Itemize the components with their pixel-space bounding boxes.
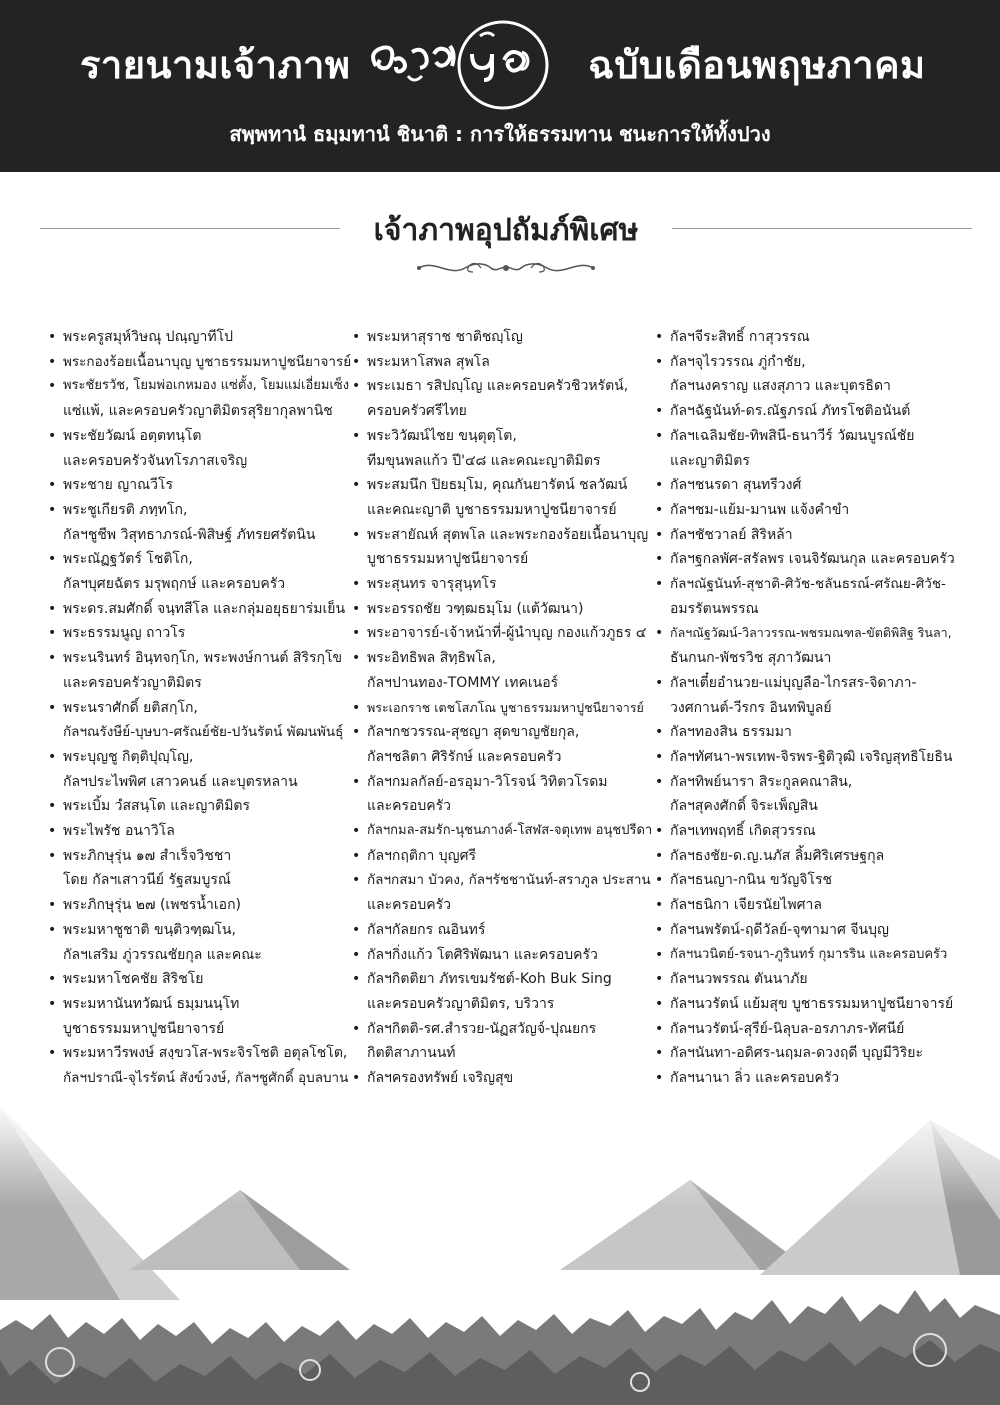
donor-entry-line: กัลฯเสริม ภู่วรรณชัยกุล และคณะ	[63, 946, 262, 963]
donor-entry-line: พระชาย ญาณวีโร	[63, 477, 173, 494]
donor-entry-line: พระนราศักดิ์ ยติสกฺโก,	[63, 699, 198, 716]
donor-entry-line: พระอรรถชัย วฑฺฒธมฺโม (แต้วัฒนา)	[367, 600, 584, 617]
donor-entry-line: กัลฯธงชัย-ด.ญ.นภัส ลิ้มศิริเศรษฐกุล	[670, 847, 885, 864]
donor-entry-line: ครอบครัวศรีไทย	[367, 403, 467, 420]
donor-entry	[352, 868, 652, 917]
bullet-icon: •	[352, 477, 361, 494]
bullet-icon: •	[48, 921, 57, 938]
bullet-icon: •	[655, 897, 664, 914]
donor-entry	[48, 374, 353, 423]
bullet-icon: •	[352, 823, 361, 840]
donor-entry-line: พระณัฏฐวัตร์ โชติโก,	[63, 551, 193, 568]
donor-entry	[48, 621, 353, 646]
donor-entry	[352, 844, 652, 869]
donor-entry-line: กัลฯทองสิน ธรรมมา	[670, 724, 792, 741]
donor-entry	[655, 399, 955, 424]
donor-entry	[655, 720, 955, 745]
donor-entry-line: อมรรัตนพรรณ	[670, 600, 759, 617]
donor-entry	[48, 547, 353, 596]
donor-entry	[352, 1017, 652, 1066]
divider-left	[40, 228, 340, 229]
donor-entry	[655, 844, 955, 869]
donor-entry	[48, 992, 353, 1041]
donor-entry	[352, 621, 652, 646]
header-title-left: รายนามเจ้าภาพ	[80, 43, 351, 87]
donor-entry-line: พระเมธา รสิปญฺโญ และครอบครัวชิวหรัตน์,	[367, 378, 629, 395]
bullet-icon: •	[655, 403, 664, 420]
bullet-icon: •	[655, 501, 664, 518]
donor-entry	[655, 1066, 955, 1091]
donor-entry-line: พระชัยรวัช, โยมพ่อเกหมอง แซ่ตั้ง, โยมแม่เอี่ยมเซ็ง	[63, 378, 350, 394]
donor-entry-line: กัลฯชลิตา ศิริรักษ์ และครอบครัว	[367, 748, 562, 765]
donor-entry-line: และคณะญาติ บูชาธรรมมหาปูชนียาจารย์	[367, 501, 617, 518]
donor-entry-line: พระเอกราช เตชโสภโณ บูชาธรรมมหาปูชนียาจารย์	[367, 699, 644, 715]
bullet-icon: •	[655, 971, 664, 988]
donor-entry-line: แซ่แพ้, และครอบครัวญาติมิตรสุริยากุลพานิช	[63, 403, 333, 420]
donor-entry-line: กัลฯณัฐวัฒน์-วิลาวรรณ-พชรมณฑล-ขัตติพิสิฐ รินลา,	[670, 625, 952, 641]
donor-entry-line: พระชูเกียรติ ภทฺทโก,	[63, 501, 188, 518]
bullet-icon: •	[655, 551, 664, 568]
donor-entry	[48, 424, 353, 473]
donor-entry-line: กัลฯกมลกัลย์-อรอุมา-วิโรจน์ วิทิตวโรดม	[367, 773, 608, 790]
bullet-icon: •	[352, 921, 361, 938]
donor-entry-line: กัลฯนวรัตน์ แย้มสุข บูชาธรรมมหาปูชนียาจารย์	[670, 995, 954, 1012]
bullet-icon: •	[48, 650, 57, 667]
flourish-ornament-icon	[415, 257, 597, 279]
bullet-icon: •	[655, 748, 664, 765]
donor-entry-line: กิตติสาภานนท์	[367, 1045, 456, 1062]
donor-entry-line: กัลฯกสมา บัวคง, กัลฯรัชชานันท์-สราภูล ประสาน	[367, 872, 651, 889]
donor-entry-line: กัลฯบุศยฉัตร มรุพฤกษ์ และครอบครัว	[63, 576, 286, 593]
bullet-icon: •	[352, 427, 361, 444]
bullet-icon: •	[352, 872, 361, 889]
donor-entry-line: พระมหาสุราช ชาติชญฺโญ	[367, 329, 523, 345]
magazine-logo	[350, 20, 582, 110]
donor-entry-line: กัลฯกชวรรณ-สุชญา สุดขาญชัยกุล,	[367, 724, 580, 741]
donor-entry	[48, 597, 353, 622]
donor-entry-line: พระมหาโชคชัย สิริชโย	[63, 971, 204, 988]
header-banner	[0, 0, 1000, 172]
donor-entry-line: พระภิกษุรุ่น ๑๗ สำเร็จวิชชา	[63, 847, 232, 864]
donor-entry	[352, 325, 652, 350]
bullet-icon: •	[655, 872, 664, 889]
donor-entry	[48, 794, 353, 819]
donor-entry-line: กัลฯจีระสิทธิ์ กาสุวรรณ	[670, 329, 810, 345]
donor-entry	[352, 374, 652, 423]
donor-entry	[48, 893, 353, 918]
bullet-icon: •	[655, 823, 664, 840]
bullet-icon: •	[48, 798, 57, 815]
bullet-icon: •	[352, 526, 361, 543]
donor-entry-line: พระสายัณห์ สุตพโล และพระกองร้อยเนื้อนาบุญ	[367, 526, 649, 543]
bullet-icon: •	[48, 600, 57, 617]
bullet-icon: •	[48, 501, 57, 518]
donor-entry	[352, 1066, 652, 1091]
donor-entry-line: กัลฯประไพพิศ เสาวคนธ์ และบุตรหลาน	[63, 773, 298, 790]
donor-entry-line: พระธรรมนูญ ถาวโร	[63, 625, 186, 642]
donor-entry-line: วงศกานต์-วีรกร อินทพิบูลย์	[670, 699, 832, 716]
donor-entry-line: กัลฯธนญา-กนิน ขวัญจิโรช	[670, 872, 833, 889]
donor-entry-line: พระมหาวีรพงษ์ สงฺขวโส-พระจิรโชติ อตุลโชโต,	[63, 1045, 348, 1062]
section-title: เจ้าภาพอุปถัมภ์พิเศษ	[373, 213, 639, 248]
donor-entry-line: กัลฯนานา ลิ่ว และครอบครัว	[670, 1070, 840, 1087]
donor-entry	[655, 350, 955, 399]
bullet-icon: •	[655, 674, 664, 691]
donor-entry-line: โดย กัลฯเสาวนีย์ รัฐสมบูรณ์	[63, 872, 231, 889]
bullet-icon: •	[655, 724, 664, 741]
donor-entry-line: กัลฯกิตติ-รศ.สำรวย-นัฏสวัญจ์-ปุณยกร	[367, 1020, 597, 1037]
bullet-icon: •	[352, 773, 361, 790]
donor-entry	[48, 967, 353, 992]
donor-entry	[655, 325, 955, 350]
donor-entry-line: และครอบครัว	[367, 798, 452, 815]
bullet-icon: •	[352, 378, 361, 395]
section-heading	[40, 205, 972, 275]
bullet-icon: •	[48, 748, 57, 765]
donor-entry-line: พระเบิ้ม วํสสนฺโต และญาติมิตร	[63, 798, 251, 815]
donor-entry-line: กัลฯครองทรัพย์ เจริญสุข	[367, 1070, 514, 1087]
bullet-icon: •	[655, 1020, 664, 1037]
donor-entry-line: กัลฯฐกลพัศ-สรัลพร เจนจิรัฒนกุล และครอบครัว	[670, 551, 955, 568]
donor-entry-line: กัลฯนวรัตน์-สุรีย์-นิลุบล-อรภาภร-ทัศนีย์	[670, 1020, 905, 1037]
bullet-icon: •	[352, 847, 361, 864]
donor-entry	[655, 473, 955, 498]
bullet-icon: •	[655, 946, 664, 963]
bullet-icon: •	[352, 576, 361, 593]
donor-entry-line: และญาติมิตร	[670, 452, 750, 469]
donor-entry-line: กัลฯกิตติยา ภัทรเขมรัชต์-Koh Buk Sing	[367, 971, 612, 988]
donor-entry	[655, 868, 955, 893]
donor-entry-line: กัลฯปานทอง-TOMMY เทคเนอร์	[367, 674, 559, 691]
donor-entry-line: พระภิกษุรุ่น ๒๗ (เพชรน้ำเอก)	[63, 897, 242, 914]
bullet-icon: •	[48, 897, 57, 914]
donor-entry	[352, 819, 652, 844]
bullet-icon: •	[48, 847, 57, 864]
donor-entry-line: กัลฯกฤติกา บุญศรี	[367, 847, 476, 864]
donor-entry-line: พระอิทธิพล สิทฺธิพโล,	[367, 650, 496, 667]
donor-entry-line: พระบุญชู กิตฺติปุญฺโญ,	[63, 748, 194, 765]
donor-entry	[48, 918, 353, 967]
donor-entry	[655, 770, 955, 819]
donor-entry-line: พระสุนทร จารุสุนฺทโร	[367, 576, 497, 593]
donor-entry-line: ธันกนก-พัชรวิช สุภาวัฒนา	[670, 650, 832, 667]
bullet-icon: •	[655, 353, 664, 370]
bullet-icon: •	[352, 353, 361, 370]
bullet-icon: •	[655, 329, 664, 345]
donor-entry-line: กัลฯนวพรรณ ตันนาภัย	[670, 971, 808, 988]
donor-entry	[655, 572, 955, 621]
donor-entry-line: กัลฯชม-แย้ม-มานพ แจ้งคำขำ	[670, 501, 850, 518]
bullet-icon: •	[655, 477, 664, 494]
donor-entry-line: พระมหาชูชาติ ขนฺติวฑฺฒโน,	[63, 921, 236, 938]
donor-entry	[655, 893, 955, 918]
donor-entry-line: พระไพรัช อนาวิโล	[63, 823, 175, 840]
donor-entry-line: กัลฯกัลยกร ณอินทร์	[367, 921, 486, 938]
bullet-icon: •	[655, 921, 664, 938]
bullet-icon: •	[352, 724, 361, 741]
donor-entry-line: กัลฯนงคราญ แสงสุภาว และบุตรธิดา	[670, 378, 891, 395]
donor-entry-line: พระดร.สมศักดิ์ จนฺทสีโล และกลุ่มอยุธยาร่มเย็น	[63, 600, 346, 617]
donor-entry-line: กัลฯธนิกา เจียรนัยไพศาล	[670, 897, 822, 914]
donor-entry-line: และครอบครัวจันทโรภาสเจริญ	[63, 452, 248, 469]
bullet-icon: •	[655, 1070, 664, 1087]
donor-entry-line: กัลฯฉัฐนันท์-ดร.ณัฐภรณ์ ภัทรโชติอนันต์	[670, 403, 911, 420]
bullet-icon: •	[352, 650, 361, 667]
bullet-icon: •	[655, 1045, 664, 1062]
bullet-icon: •	[352, 600, 361, 617]
bullet-icon: •	[48, 551, 57, 568]
donor-entry	[655, 992, 955, 1017]
bullet-icon: •	[655, 526, 664, 543]
bullet-icon: •	[48, 625, 57, 642]
donor-entry-line: บูชาธรรมมหาปูชนียาจารย์	[63, 1020, 225, 1037]
donor-entry	[352, 943, 652, 968]
donor-entry	[48, 696, 353, 745]
donor-entry-line: กัลฯชนรดา สุนทรีวงศ์	[670, 477, 802, 494]
donor-entry	[48, 844, 353, 893]
donor-entry	[655, 1017, 955, 1042]
donor-entry	[48, 1041, 353, 1090]
donor-entry-line: กัลฯกิ่งแก้ว โตศิริพัฒนา และครอบครัว	[367, 946, 598, 963]
donor-entry-line: กัลฯทิพย์นารา สิระกูลคณาสิน,	[670, 773, 853, 790]
decorative-pyramid-scenery	[0, 1100, 1000, 1405]
donor-entry	[352, 473, 652, 522]
donor-entry	[655, 918, 955, 943]
donor-column-1	[48, 325, 353, 1091]
donor-entry	[655, 745, 955, 770]
bullet-icon: •	[655, 773, 664, 790]
donor-entry	[655, 819, 955, 844]
donor-entry	[48, 350, 353, 375]
donor-entry-line: พระนรินทร์ อินฺทจกฺโก, พระพงษ์กานต์ สิริรกฺโข	[63, 650, 343, 667]
donor-entry	[655, 523, 955, 548]
donor-entry-line: พระมหานันทวัฒน์ ธมฺมนนฺโท	[63, 995, 240, 1012]
bullet-icon: •	[48, 477, 57, 494]
donor-entry-line: พระกองร้อยเนื้อนาบุญ บูชาธรรมมหาปูชนียาจารย์	[63, 353, 352, 370]
donor-entry-line: กัลฯนันทา-อดิศร-นฤมล-ดวงฤดี บุญมีวิริยะ	[670, 1045, 924, 1062]
bullet-icon: •	[48, 699, 57, 716]
donor-entry-line: กัลฯชูชีพ วิสุทธาภรณ์-พิสิษฐ์ ภัทรยศรัตนิน	[63, 526, 316, 543]
bullet-icon: •	[48, 971, 57, 988]
donor-entry-line: และครอบครัวญาติมิตร	[63, 674, 202, 691]
donor-entry	[352, 770, 652, 819]
donor-entry-line: กัลฯนพรัตน์-ฤดีวัลย์-จุฑามาศ จีนบุญ	[670, 921, 889, 938]
donor-entry-line: และครอบครัว	[367, 897, 452, 914]
bullet-icon: •	[48, 1045, 57, 1062]
donor-entry-line: กัลฯณรังษีย์-บุษบา-ศรัณย์ชัย-ปวันรัตน์ พัฒนพันธุ์	[63, 724, 344, 741]
donor-entry	[48, 473, 353, 498]
donor-entry	[48, 819, 353, 844]
donor-entry	[48, 646, 353, 695]
donor-entry	[352, 967, 652, 1016]
bullet-icon: •	[352, 699, 361, 716]
bullet-icon: •	[48, 427, 57, 444]
donor-entry	[352, 424, 652, 473]
bullet-icon: •	[48, 995, 57, 1012]
donor-entry-line: กัลฯเทพฤทธิ์ เกิดสุวรรณ	[670, 823, 816, 840]
donor-column-3	[655, 325, 955, 1091]
bullet-icon: •	[655, 995, 664, 1012]
donor-entry-line: กัลฯเตี๋ยอำนวย-แม่บุญลือ-ไกรสร-จิดาภา-	[670, 674, 917, 691]
donor-entry	[48, 498, 353, 547]
bullet-icon: •	[48, 823, 57, 840]
bullet-icon: •	[352, 329, 361, 345]
donor-entry	[352, 720, 652, 769]
donor-entry	[352, 523, 652, 572]
donor-entry-line: กัลฯกมล-สมรัก-นุชนภางค์-โสฬส-จตุเทพ อนุชปรีดา	[367, 823, 653, 839]
donor-entry	[352, 918, 652, 943]
donor-entry-line: กัลฯชัชวาลย์ สิริหล้า	[670, 526, 793, 543]
donor-entry-line: กัลฯณัฐนันท์-สุชาติ-ศิวัช-ชลันธรณ์-ศรัณย-ศิวัช-	[670, 576, 946, 593]
bullet-icon: •	[48, 353, 57, 370]
donor-entry	[655, 424, 955, 473]
bullet-icon: •	[655, 625, 664, 642]
donor-entry	[655, 1041, 955, 1066]
donor-entry-line: พระชัยวัฒน์ อตฺตทนฺโต	[63, 427, 202, 444]
bullet-icon: •	[352, 625, 361, 642]
donor-entry-line: กัลฯจุไรวรรณ ภู่กำชัย,	[670, 353, 806, 370]
donor-entry-line: พระครูสมุห์วิษณุ ปณฺญาทีโป	[63, 329, 233, 345]
bullet-icon: •	[48, 329, 57, 345]
donor-entry	[352, 696, 652, 721]
header-title-right: ฉบับเดือนพฤษภาคม	[588, 43, 926, 87]
donor-entry-line: และครอบครัวญาติมิตร, บริวาร	[367, 995, 555, 1012]
donor-entry	[655, 547, 955, 572]
donor-entry-line: กัลฯนวนิตย์-รจนา-ภูรินทร์ กุมารริน และครอบครัว	[670, 946, 948, 962]
bullet-icon: •	[48, 378, 57, 395]
donor-entry-line: บูชาธรรมมหาปูชนียาจารย์	[367, 551, 529, 568]
donor-entry	[655, 621, 955, 670]
donor-entry-line: พระมหาโสพล สุพโล	[367, 353, 490, 370]
donor-entry	[655, 671, 955, 720]
donor-entry	[352, 597, 652, 622]
donor-entry	[352, 350, 652, 375]
bullet-icon: •	[352, 946, 361, 963]
header-subtitle: สพฺพทานํ ธมฺมทานํ ชินาติ : การให้ธรรมทาน ชนะการให้ทั้งปวง	[229, 122, 771, 146]
donor-entry-line: กัลฯเฉลิมชัย-ทิพสินี-ธนาวีร์ วัฒนบูรณ์ชัย	[670, 427, 915, 444]
donor-entry	[48, 745, 353, 794]
donor-entry	[48, 325, 353, 350]
bullet-icon: •	[352, 971, 361, 988]
divider-right	[672, 228, 972, 229]
bullet-icon: •	[655, 847, 664, 864]
donor-entry	[352, 646, 652, 695]
donor-entry-line: ทีมขุนพลแก้ว ปี'๔๘ และคณะญาติมิตร	[367, 452, 601, 469]
donor-entry-line: พระวิวัฒน์ไชย ขนฺตุตฺโต,	[367, 427, 517, 444]
donor-entry	[655, 967, 955, 992]
donor-entry	[655, 943, 955, 968]
donor-column-2	[352, 325, 652, 1091]
donor-entry-line: กัลฯทัศนา-พรเทพ-จิรพร-ฐิติวุฒิ เจริญสุทธิโยธิน	[670, 748, 953, 765]
donor-entry-line: พระอาจารย์-เจ้าหน้าที่-ผู้นำบุญ กองแก้วภูธร ๔	[367, 625, 647, 642]
donor-entry-line: พระสมนึก ปิยธมฺโม, คุณกันยารัตน์ ชลวัฒน์	[367, 477, 628, 494]
bullet-icon: •	[655, 576, 664, 593]
bullet-icon: •	[655, 427, 664, 444]
donor-entry-line: กัลฯสุคงศักดิ์ จิระเพ็ญสิน	[670, 798, 818, 815]
donor-entry	[352, 572, 652, 597]
donor-entry-line: กัลฯปราณี-จุไรรัตน์ สังข์วงษ์, กัลฯชูศักดิ์ อุบลบาน	[63, 1070, 349, 1087]
bullet-icon: •	[352, 1020, 361, 1037]
donor-entry	[655, 498, 955, 523]
bullet-icon: •	[352, 1070, 361, 1087]
